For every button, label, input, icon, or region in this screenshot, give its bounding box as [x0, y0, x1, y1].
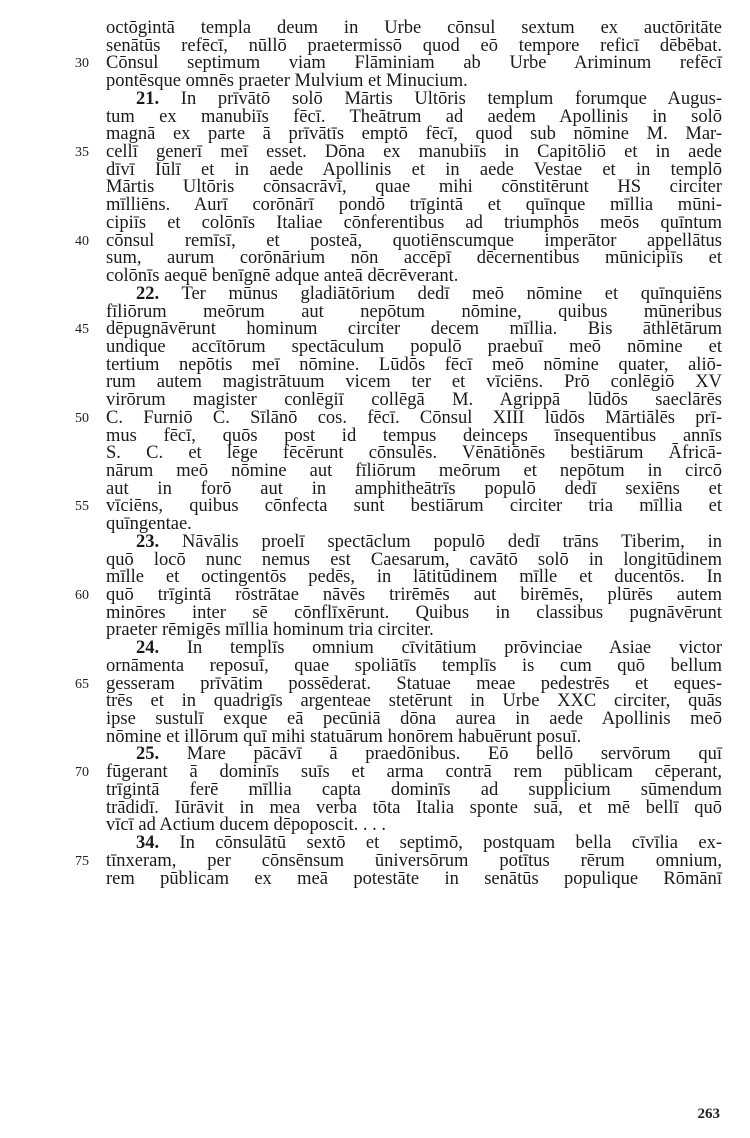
line-text: cellī generī meī esset. Dōna ex manubiīs in Capitōliō et in aede [106, 142, 722, 163]
line-text: mīlle et octingentōs pedēs, in lātitūdinem mīlle et ducentōs. In [106, 567, 722, 588]
line-text: pontēsque omnēs praeter Mulvium et Minucium. [106, 71, 468, 92]
line-text: magnā ex parte ā prīvātīs emptō fēcī, quod sub nōmine M. Mar- [106, 124, 722, 145]
line-text: Mārtis Ultōris cōnsacrāvī, quae mihi cōnstitērunt HS circiter [106, 177, 722, 198]
line-number: 55 [75, 499, 89, 515]
line-text: tīnxeram, per cōnsēnsum ūniversōrum potītus rērum omnium, [106, 850, 722, 871]
page-number: 263 [697, 1106, 720, 1122]
line-text: virōrum magister conlēgiī collēgā M. Agrippā lūdōs saeclārēs [106, 390, 722, 411]
line-number: 40 [75, 233, 89, 249]
line-number: 50 [75, 410, 89, 426]
line-text: dēpugnāvērunt hominum circiter decem mīllia. Bis āthlētārum [106, 319, 722, 340]
line-text: sum, aurum corōnārium nōn accēpī dēcernentibus mūnicipiīs et [106, 248, 722, 269]
line-number: 45 [75, 322, 89, 338]
section-number: 25. [136, 744, 160, 765]
line-text: trēs et in quadrigīs argenteae stetērunt in Urbe XXC circiter, quās [106, 691, 722, 712]
line-text: In prīvātō solō Mārtis Ultōris templum forumque Augus- [180, 88, 722, 109]
line-text: tertium nepōtis meī nōmine. Lūdōs fēcī meō nōmine quater, aliō- [106, 354, 722, 375]
line-text: vīcī ad Actium ducem dēpoposcit. . . . [106, 815, 387, 836]
section-number: 23. [136, 531, 160, 552]
line-number: 30 [75, 56, 89, 72]
line-text: C. Furniō C. Sīlānō cos. fēcī. Cōnsul XIII lūdōs Mārtiālēs prī- [106, 407, 722, 428]
latin-text-body [75, 18, 723, 889]
line-text: praeter rēmigēs mīllia hominum tria circiter. [106, 620, 434, 641]
line-text: dīvī Iūlī et in aede Apollinis et in aede Vestae et in templō [106, 159, 722, 180]
line-number: 75 [75, 853, 89, 869]
section-number: 22. [136, 283, 160, 304]
line-text: quō locō nunc nemus est Caesarum, cavātō solō in longitūdinem [106, 549, 722, 570]
line-text: cōnsul remīsī, et posteā, quotiēnscumque imperātor appellātus [106, 230, 722, 251]
line-text: S. C. et lēge fēcērunt cōnsulēs. Vēnātiōnēs bestiārum Āfricā- [106, 443, 722, 464]
line-text: In cōnsulātū sextō et septimō, postquam bella cīvīlia ex- [179, 833, 722, 854]
line-text: nārum meō nōmine aut fīliōrum meōrum et nepōtum in circō [106, 460, 722, 481]
line-text: aut in forō aut in amphitheātrīs populō dedī sexiēns et [106, 478, 722, 499]
line-text: octōgintā templa deum in Urbe cōnsul sextum ex auctōritāte [106, 18, 722, 38]
section-number: 24. [136, 638, 160, 659]
line-text: trīgintā ferē mīllia capta dominīs ad supplicium sūmendum [106, 779, 722, 800]
line-text: vīciēns, quibus cōnfecta sunt bestiārum circiter tria mīllia et [106, 496, 722, 517]
line-text: senātūs refēcī, nūllō praetermissō quod eō tempore reficī dēbēbat. [106, 35, 722, 56]
line-text: fīliōrum meōrum aut nepōtum nōmine, quibus mūneribus [106, 301, 722, 322]
line-text: mus fēcī, quōs post id tempus deinceps īnsequentibus annīs [106, 425, 722, 446]
section-number: 21. [136, 88, 160, 109]
line-text: minōres inter sē cōnflīxērunt. Quibus in classibus pugnāvērunt [106, 602, 722, 623]
line-text: Nāvālis proelī spectāclum populō dedī trāns Tiberim, in [182, 531, 723, 552]
line-text: mīlliēns. Aurī corōnārī pondō trīgintā et quīnque mīllia mūni- [106, 195, 722, 216]
line-number: 35 [75, 145, 89, 161]
line-text: ipse sustulī exque eā pecūniā dōna aurea in aede Apollinis meō [106, 709, 722, 730]
line-text: tum ex manubiīs fēcī. Theātrum ad aedem Apollinis in solō [106, 106, 722, 127]
text-line [75, 496, 722, 517]
line-text: cipiīs et colōnīs Italiae cōnferentibus ad triumphōs meōs quīntum [106, 212, 722, 233]
line-text: Ter mūnus gladiātōrium dedī meō nōmine et quīnquiēns [181, 283, 722, 304]
line-number: 70 [75, 765, 89, 781]
line-text: undique accītōrum spectāculum populō praebuī meō nōmine et [106, 336, 722, 357]
line-text: ornāmenta reposuī, quae spoliātīs templīs is cum quō bellum [106, 655, 722, 676]
line-text: rum autem magistrātuum vicem ter et vīciēns. Prō conlēgiō XV [106, 372, 722, 393]
line-text: quō trīgintā rōstrātae nāvēs trirēmēs aut birēmēs, plūrēs autem [106, 585, 722, 605]
line-text: nōmine et illōrum quī mihi statuārum honōrem habuērunt posuī. [106, 726, 582, 747]
line-number: 60 [75, 588, 89, 603]
line-number: 65 [75, 676, 89, 692]
line-text: fūgerant ā dominīs suīs et arma contrā rem pūblicam cēperant, [106, 762, 722, 783]
line-text: Mare pācāvī ā praedōnibus. Eō bellō servōrum quī [186, 744, 722, 765]
line-text: quīngentae. [106, 514, 192, 535]
line-text: colōnīs aequē benīgnē adque anteā dēcrēverant. [106, 266, 459, 287]
line-text: Cōnsul septimum viam Flāminiam ab Urbe Ariminum refēcī [106, 53, 722, 74]
section-number: 34. [136, 833, 160, 854]
line-text: gesseram prīvātim possēderat. Statuae meae pedestrēs et eques- [106, 673, 722, 694]
line-text: trādidī. Iūrāvit in mea verba tōta Italia sponte suā, et mē bellī quō [106, 797, 722, 818]
text-line [106, 868, 722, 889]
line-text: In templīs omnium cīvitātium prōvinciae Asiae victor [186, 638, 723, 659]
line-text: rem pūblicam ex meā potestāte in senātūs populique Rōmānī [106, 868, 722, 889]
